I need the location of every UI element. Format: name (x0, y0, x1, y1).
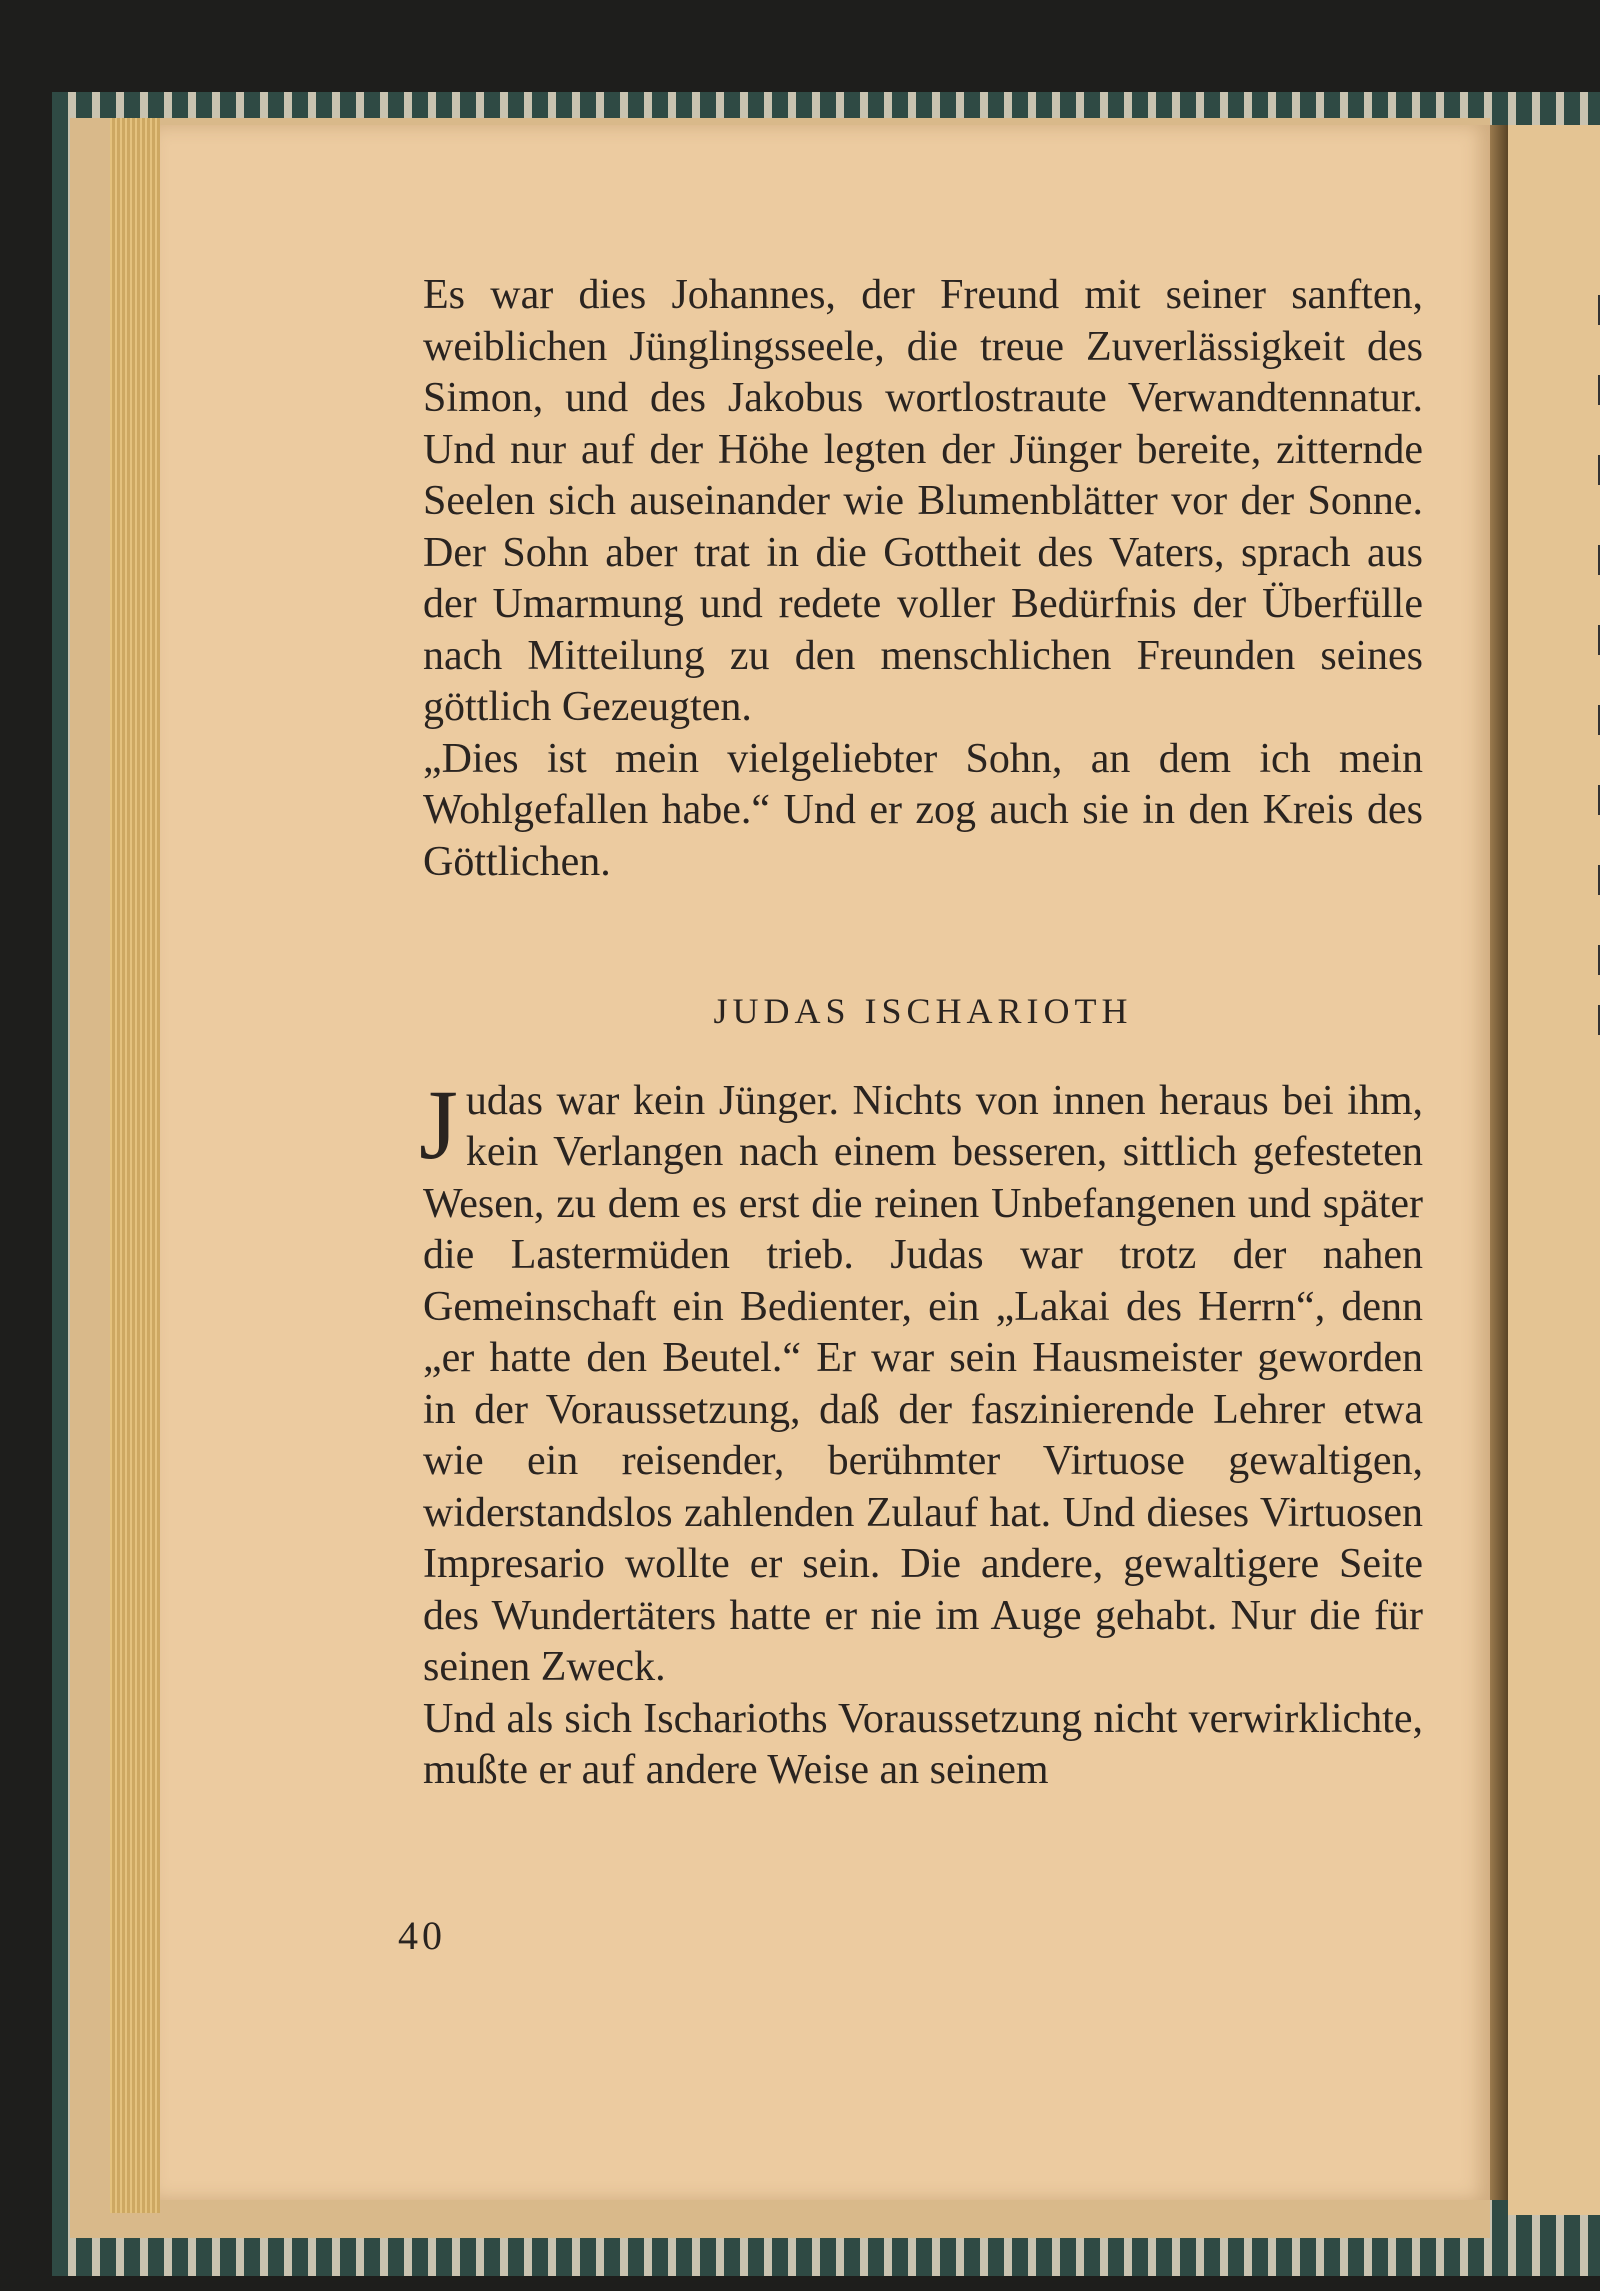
paragraph-quote: „Dies ist mein vielgeliebter Sohn, an dem ich mein Wohlgefallen habe.“ Und er zog auch sie in den Kreis des Göttlichen. (423, 735, 1423, 885)
paragraph-judas-text: udas war kein Jünger. Nichts von innen heraus bei ihm, kein Verlangen nach einem besseren, sittlich gefesteten Wesen, zu dem es erst die reinen Unbefangenen und später die Lastermüden trieb. Judas war trotz der nahen Gemeinschaft ein Bedienter, ein „Lakai des Herrn“, denn „er hatte den Beutel.“ Er war sein Hausmeister geworden in der Voraussetzung, daß der faszinierende Lehrer etwa wie ein reisender, berühmter Virtuose gewaltigen, widerstandslos zahlenden Zulauf hat. Und dieses Virtuosen Impresario wollte er sein. Die andere, gewaltigere Seite des Wundertäters hatte er nie im Auge gehabt. Nur die für seinen Zweck. (423, 1077, 1423, 1690)
page-number: 40 (398, 1913, 446, 1958)
paragraph-ischarioth: Und als sich Ischarioths Voraussetzung nicht verwirklichte, mußte er auf andere Weise an seinem (423, 1695, 1423, 1793)
paragraph-johannes: Es war dies Johannes, der Freund mit seiner sanften, weiblichen Jünglingsseele, die treue Zuverlässigkeit des Simon, und des Jakobus wortlostraute Verwandtennatur. Und nur auf der Höhe legten der Jünger bereite, zitternde Seelen sich auseinander wie Blumenblätter vor der Sonne. Der Sohn aber trat in die Gottheit des Vaters, sprach aus der Umarmung und redete voller Bedürfnis der Überfülle nach Mitteilung zu den menschlichen Freunden seines göttlich Gezeugten. (423, 272, 1423, 730)
book-gutter (1490, 125, 1508, 2200)
drop-cap: J (419, 1068, 458, 1180)
paragraph-judas (419, 1068, 1423, 1694)
facing-page (1508, 125, 1600, 2215)
chapter-heading: JUDAS ISCHARIOTH (713, 991, 1133, 1031)
page-text (419, 270, 1423, 1797)
page-fore-edge (110, 118, 160, 2213)
